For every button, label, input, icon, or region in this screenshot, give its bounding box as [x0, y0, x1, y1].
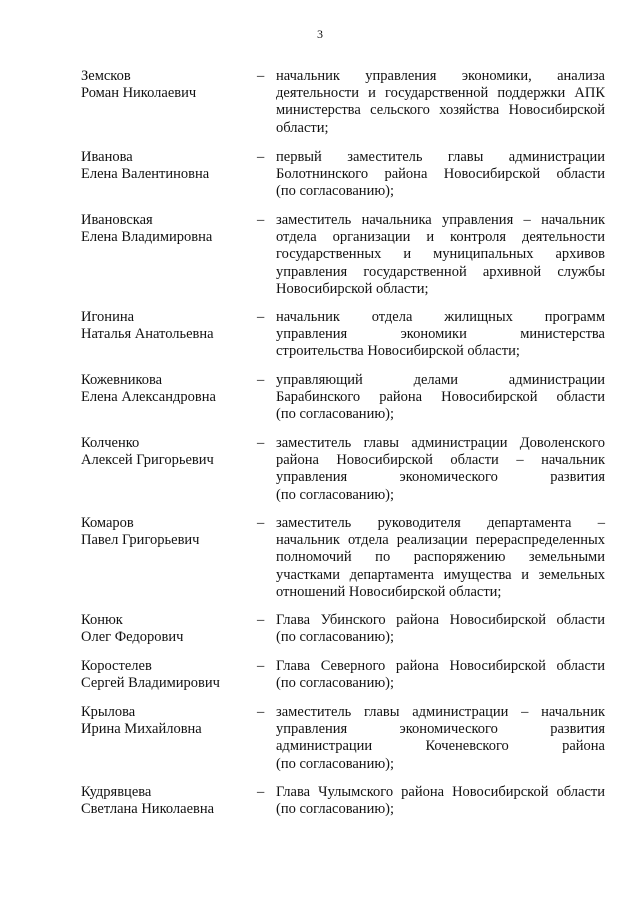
- position-line: строительства Новосибирской области;: [276, 343, 520, 360]
- position-line: Болотнинского района Новосибирской области: [276, 166, 605, 183]
- member-surname: Колченко: [81, 435, 140, 451]
- member-position: [276, 515, 605, 601]
- position-line: управляющий делами администрации: [276, 372, 605, 388]
- member-name: [81, 515, 261, 549]
- separator-dash: –: [257, 784, 265, 800]
- member-name: [81, 372, 261, 406]
- position-line: управления государственной архивной службы: [276, 263, 605, 280]
- member-name: [81, 658, 261, 692]
- position-line: деятельности и государственной поддержки АПК: [276, 85, 605, 102]
- member-given-names: Алексей Григорьевич: [81, 452, 214, 469]
- member-position: [276, 212, 605, 298]
- member-position: [276, 704, 605, 773]
- member-given-names: Наталья Анатольевна: [81, 326, 214, 343]
- position-line: Барабинского района Новосибирской области: [276, 389, 605, 406]
- position-line: (по согласованию);: [276, 629, 395, 646]
- member-given-names: Елена Валентиновна: [81, 166, 210, 183]
- member-surname: Игонина: [81, 309, 135, 325]
- member-position: [276, 149, 605, 201]
- member-position: [276, 612, 605, 646]
- member-surname: Комаров: [81, 515, 134, 531]
- position-line: (по согласованию);: [276, 486, 395, 503]
- member-surname: Крылова: [81, 704, 136, 720]
- position-line: начальник отдела реализации перераспределенных: [276, 532, 605, 549]
- position-line: (по согласованию);: [276, 406, 395, 423]
- page-number: 3: [317, 27, 323, 41]
- position-line: начальник отдела жилищных программ: [276, 309, 605, 325]
- member-given-names: Елена Владимировна: [81, 229, 213, 246]
- separator-dash: –: [257, 704, 265, 720]
- separator-dash: –: [257, 149, 265, 165]
- member-position: [276, 372, 605, 424]
- member-position: [276, 309, 605, 361]
- member-given-names: Сергей Владимирович: [81, 675, 220, 692]
- position-line: отдела организации и контроля деятельности: [276, 229, 605, 246]
- position-line: начальник управления экономики, анализа: [276, 68, 605, 84]
- position-line: Новосибирской области;: [276, 280, 429, 297]
- member-name: [81, 704, 261, 738]
- position-line: (по согласованию);: [276, 675, 395, 692]
- separator-dash: –: [257, 515, 265, 531]
- position-line: первый заместитель главы администрации: [276, 149, 605, 165]
- member-position: [276, 658, 605, 692]
- member-surname: Иванова: [81, 149, 133, 165]
- member-name: [81, 612, 261, 646]
- member-given-names: Роман Николаевич: [81, 85, 197, 102]
- separator-dash: –: [257, 372, 265, 388]
- position-line: (по согласованию);: [276, 183, 395, 200]
- member-name: [81, 212, 261, 246]
- member-surname: Земсков: [81, 68, 131, 84]
- member-given-names: Ирина Михайловна: [81, 721, 202, 738]
- position-line: Глава Убинского района Новосибирской области: [276, 612, 605, 628]
- separator-dash: –: [257, 435, 265, 451]
- position-line: заместитель начальника управления – начальник: [276, 212, 605, 228]
- position-line: (по согласованию);: [276, 755, 395, 772]
- separator-dash: –: [257, 309, 265, 325]
- position-line: (по согласованию);: [276, 801, 395, 818]
- position-line: района Новосибирской области – начальник: [276, 452, 605, 469]
- separator-dash: –: [257, 68, 265, 84]
- member-surname: Коростелев: [81, 658, 152, 674]
- position-line: полномочий по распоряжению земельными: [276, 549, 605, 566]
- member-given-names: Павел Григорьевич: [81, 532, 200, 549]
- member-surname: Ивановская: [81, 212, 153, 228]
- position-line: министерства сельского хозяйства Новосибирской: [276, 102, 605, 119]
- position-line: заместитель руководителя департамента –: [276, 515, 605, 531]
- position-line: управления экономического развития: [276, 721, 605, 738]
- position-line: администрации Коченевского района: [276, 738, 605, 755]
- position-line: заместитель главы администрации – начальник: [276, 704, 605, 720]
- position-line: заместитель главы администрации Доволенского: [276, 435, 605, 451]
- position-line: области;: [276, 119, 329, 136]
- position-line: Глава Чулымского района Новосибирской области: [276, 784, 605, 800]
- member-surname: Кожевникова: [81, 372, 163, 388]
- member-name: [81, 784, 261, 818]
- position-line: управления экономики министерства: [276, 326, 605, 343]
- member-surname: Конюк: [81, 612, 123, 628]
- member-name: [81, 309, 261, 343]
- member-name: [81, 149, 261, 183]
- member-name: [81, 68, 261, 102]
- member-given-names: Светлана Николаевна: [81, 801, 215, 818]
- position-line: отношений Новосибирской области;: [276, 583, 502, 600]
- position-line: участками департамента имущества и земельных: [276, 566, 605, 583]
- member-position: [276, 784, 605, 818]
- separator-dash: –: [257, 658, 265, 674]
- separator-dash: –: [257, 212, 265, 228]
- member-surname: Кудрявцева: [81, 784, 152, 800]
- position-line: государственных и муниципальных архивов: [276, 246, 605, 263]
- member-given-names: Елена Александровна: [81, 389, 216, 406]
- separator-dash: –: [257, 612, 265, 628]
- member-position: [276, 435, 605, 504]
- member-given-names: Олег Федорович: [81, 629, 184, 646]
- position-line: управления экономического развития: [276, 469, 605, 486]
- member-position: [276, 68, 605, 137]
- position-line: Глава Северного района Новосибирской области: [276, 658, 605, 674]
- member-name: [81, 435, 261, 469]
